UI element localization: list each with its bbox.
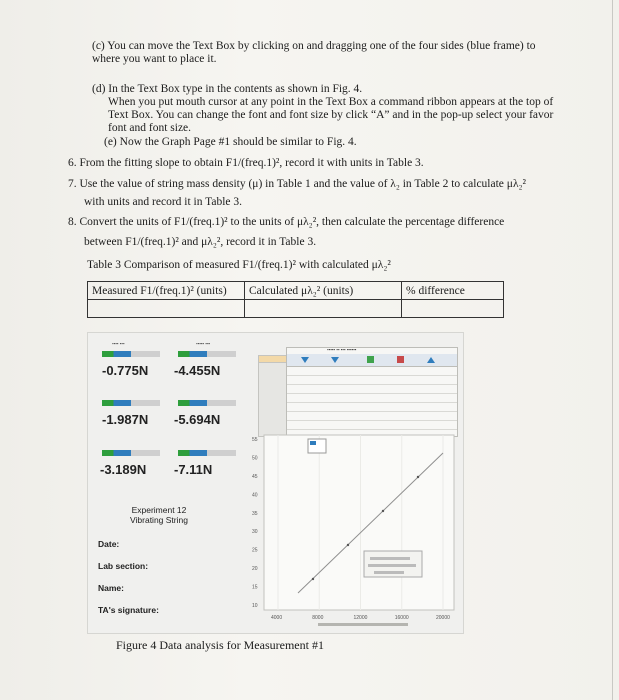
- sensor-strip: [178, 400, 236, 406]
- y-tick-label: 35: [252, 510, 258, 517]
- header-measured: Measured F1/(freq.1)² (units): [88, 282, 245, 300]
- step-d-line-3: Text Box. You can change the font and font size by click “A” and in the pop-up select your favor: [108, 109, 554, 121]
- column-marker-icon: [367, 356, 374, 363]
- y-tick-label: 20: [252, 566, 258, 573]
- meter-value-3: -1.987N: [102, 412, 149, 427]
- fit-annotation-text: [370, 557, 410, 560]
- data-point: [417, 476, 419, 478]
- step-d-line-2: When you put mouth cursor at any point in the Text Box a command ribbon appears at the top of: [108, 96, 554, 108]
- legend-swatch: [310, 441, 316, 445]
- y-tick-label: 45: [252, 473, 258, 480]
- field-name: Name:: [98, 583, 124, 593]
- column-marker-icon: [427, 357, 435, 363]
- cell-percent-difference[interactable]: [402, 300, 504, 318]
- sensor-strip: [178, 450, 236, 456]
- data-table-header: [259, 356, 287, 363]
- step-6-text: 6. From the fitting slope to obtain F1/(freq.1)², record it with units in Table 3.: [68, 157, 424, 169]
- x-tick-label: 8000: [312, 615, 324, 621]
- meter-value-1: -0.775N: [102, 363, 149, 378]
- step-e-text: (e) Now the Graph Page #1 should be similar to Fig. 4.: [104, 136, 357, 148]
- data-point: [347, 544, 349, 546]
- field-lab-section: Lab section:: [98, 561, 149, 571]
- x-tick-label: 12000: [353, 615, 368, 621]
- field-ta-signature: TA's signature:: [98, 605, 159, 615]
- y-tick-label: 25: [252, 547, 258, 554]
- data-table-title: ▪▪▪▪▪ ▪▪ ▪▪▪ ▪▪▪▪▪▪: [327, 347, 357, 352]
- y-tick-label: 15: [252, 584, 258, 591]
- step-7-line-2: with units and record it in Table 3.: [84, 196, 243, 208]
- meter-header-text: ▪▪▪▪ ▪▪▪: [112, 341, 125, 346]
- field-date: Date:: [98, 539, 120, 549]
- y-tick-label: 30: [252, 529, 258, 536]
- plot-area: [264, 435, 454, 610]
- step-d-line-4: font and font size.: [108, 122, 192, 134]
- table-3: [87, 281, 504, 318]
- page-edge: [612, 0, 613, 700]
- table-3-caption: Table 3 Comparison of measured F1/(freq.1)² with calculated μλ₂²: [87, 259, 391, 271]
- column-marker-icon: [397, 356, 404, 363]
- y-axis-ticks: [252, 437, 258, 609]
- header-calculated: Calculated μλ₂² (units): [245, 282, 402, 300]
- experiment-textbox[interactable]: [130, 505, 188, 525]
- column-marker-icon: [301, 357, 309, 363]
- cell-calculated[interactable]: [245, 300, 402, 318]
- step-d-line-1: (d) In the Text Box type in the contents as shown in Fig. 4.: [92, 83, 363, 95]
- table-header-row: [88, 282, 504, 300]
- figure-4-screenshot: [87, 332, 464, 634]
- textbox-line-2: Vibrating String: [130, 515, 188, 525]
- data-point: [312, 578, 314, 580]
- meter-value-2: -4.455N: [174, 363, 221, 378]
- data-table: [286, 347, 458, 437]
- x-tick-label: 4000: [271, 615, 283, 621]
- step-c-text: (c) You can move the Text Box by clicking on and dragging one of the four sides (blue frame) to where you want to place it.: [92, 40, 536, 65]
- step-8-line-2: between F1/(freq.1)² and μλ₂², record it in Table 3.: [84, 236, 317, 248]
- x-tick-label: 20000: [436, 615, 450, 621]
- y-tick-label: 40: [252, 492, 258, 499]
- meter-value-6: -7.11N: [174, 462, 213, 477]
- fit-annotation-text: [368, 564, 416, 567]
- step-7-line-1: 7. Use the value of string mass density (μ) in Table 1 and the value of λ₂ in Table 2 to calculate μλ₂²: [68, 178, 526, 190]
- figure-4-caption: Figure 4 Data analysis for Measurement #1: [116, 638, 324, 652]
- y-tick-label: 10: [252, 603, 258, 609]
- meter-header-text: ▪▪▪▪▪ ▪▪▪: [196, 341, 211, 346]
- x-tick-label: 16000: [394, 615, 409, 621]
- sensor-strip: [102, 351, 160, 357]
- meter-value-4: -5.694N: [174, 412, 221, 427]
- sensor-strip: [102, 450, 160, 456]
- data-point: [382, 510, 384, 512]
- x-axis-ticks: [271, 615, 450, 621]
- sensor-strip: [102, 400, 160, 406]
- data-table-rows: [287, 367, 457, 435]
- header-percent-difference: % difference: [402, 282, 504, 300]
- sensor-strip: [178, 351, 236, 357]
- y-tick-label: 50: [252, 455, 258, 462]
- fit-annotation-text: [374, 571, 404, 574]
- x-axis-label: [318, 623, 408, 626]
- textbox-line-1: Experiment 12: [131, 505, 187, 515]
- data-table-strip: [258, 355, 288, 437]
- cell-measured[interactable]: [88, 300, 245, 318]
- y-tick-label: 55: [252, 437, 258, 443]
- table-row: [88, 300, 504, 318]
- meter-value-5: -3.189N: [100, 462, 147, 477]
- force-frequency-graph[interactable]: [238, 433, 460, 633]
- column-marker-icon: [331, 357, 339, 363]
- step-8-line-1: 8. Convert the units of F1/(freq.1)² to the units of μλ₂², then calculate the percentage difference: [68, 216, 505, 228]
